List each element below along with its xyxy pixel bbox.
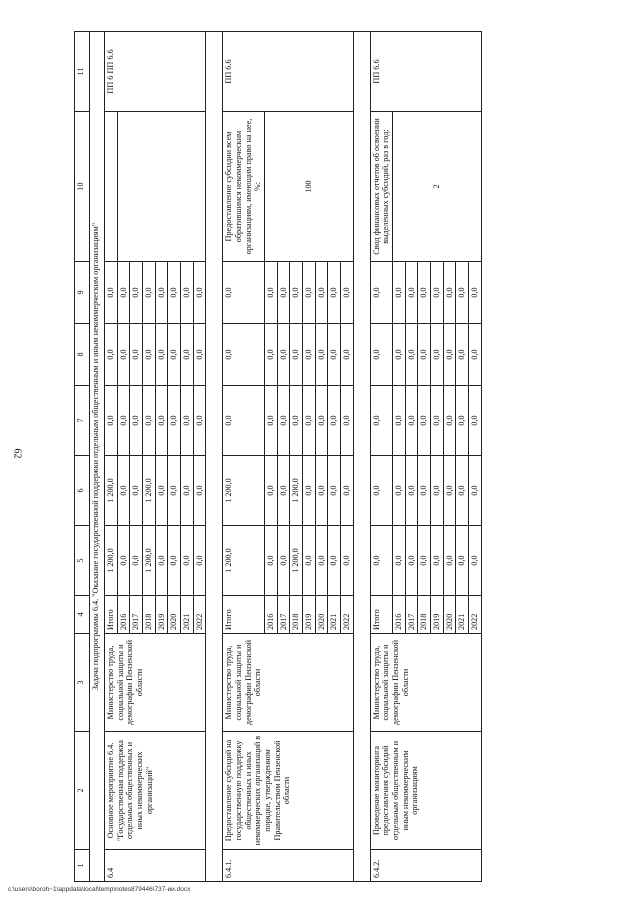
amount-total: 1 200,0 xyxy=(105,526,118,596)
amount-local: 0,0 xyxy=(105,324,118,386)
amount-regional: 0,0 xyxy=(117,456,130,526)
amount-federal: 0,0 xyxy=(130,386,143,456)
rotated-table-container xyxy=(74,32,626,882)
amount-federal: 0,0 xyxy=(370,386,392,456)
amount-federal: 0,0 xyxy=(418,386,431,456)
year-cell: 2016 xyxy=(265,596,278,634)
amount-extrabudget: 0,0 xyxy=(143,262,156,324)
amount-local: 0,0 xyxy=(303,324,316,386)
amount-local: 0,0 xyxy=(193,324,206,386)
amount-extrabudget: 0,0 xyxy=(431,262,444,324)
amount-extrabudget: 0,0 xyxy=(418,262,431,324)
amount-extrabudget: 0,0 xyxy=(328,262,341,324)
year-cell: 2017 xyxy=(130,596,143,634)
year-cell: 2019 xyxy=(303,596,316,634)
amount-extrabudget: 0,0 xyxy=(193,262,206,324)
amount-federal: 0,0 xyxy=(393,386,406,456)
column-header: 2 xyxy=(75,732,90,850)
indicator-text: Свод финансовых отчетов об освоении выделенных субсидий, раз в год: xyxy=(371,118,391,255)
amount-total: 1 200,0 xyxy=(290,526,303,596)
amount-federal: 0,0 xyxy=(265,386,278,456)
amount-extrabudget: 0,0 xyxy=(469,262,482,324)
amount-local: 0,0 xyxy=(155,324,168,386)
amount-local: 0,0 xyxy=(418,324,431,386)
amount-federal: 0,0 xyxy=(223,386,265,456)
amount-regional: 0,0 xyxy=(155,456,168,526)
amount-federal: 0,0 xyxy=(181,386,194,456)
amount-local: 0,0 xyxy=(469,324,482,386)
amount-local: 0,0 xyxy=(117,324,130,386)
amount-federal: 0,0 xyxy=(277,386,290,456)
amount-total: 0,0 xyxy=(181,526,194,596)
amount-federal: 0,0 xyxy=(303,386,316,456)
amount-regional: 0,0 xyxy=(181,456,194,526)
year-cell: 2021 xyxy=(328,596,341,634)
activity-code: 6.4.2. xyxy=(370,850,481,882)
amount-regional: 0,0 xyxy=(130,456,143,526)
table-row xyxy=(370,32,392,882)
column-header: 9 xyxy=(75,262,90,324)
amount-total: 0,0 xyxy=(265,526,278,596)
year-cell: Итого xyxy=(223,596,265,634)
amount-local: 0,0 xyxy=(328,324,341,386)
amount-extrabudget: 0,0 xyxy=(155,262,168,324)
amount-regional: 0,0 xyxy=(341,456,354,526)
block-spacer-row xyxy=(206,32,223,882)
year-cell: 2017 xyxy=(405,596,418,634)
amount-total: 0,0 xyxy=(443,526,456,596)
year-cell: 2016 xyxy=(393,596,406,634)
amount-regional: 0,0 xyxy=(418,456,431,526)
amount-federal: 0,0 xyxy=(168,386,181,456)
amount-local: 0,0 xyxy=(443,324,456,386)
amount-regional: 0,0 xyxy=(277,456,290,526)
column-header: 11 xyxy=(75,32,90,112)
year-cell: 2018 xyxy=(418,596,431,634)
amount-extrabudget: 0,0 xyxy=(405,262,418,324)
amount-regional: 0,0 xyxy=(303,456,316,526)
amount-federal: 0,0 xyxy=(341,386,354,456)
year-cell: 2021 xyxy=(456,596,469,634)
indicator-text: Предоставление субсидии всем обратившимся некоммерческим организациям, имеющим право на нее, %: xyxy=(224,118,263,255)
amount-total: 0,0 xyxy=(193,526,206,596)
amount-total: 0,0 xyxy=(431,526,444,596)
amount-extrabudget: 0,0 xyxy=(370,262,392,324)
spacer-cell xyxy=(353,32,370,882)
amount-extrabudget: 0,0 xyxy=(315,262,328,324)
column-header: 1 xyxy=(75,850,90,882)
executor-name: Министерство труда, социальной защиты и демографии Пензенской области xyxy=(370,634,481,732)
year-cell: 2019 xyxy=(431,596,444,634)
table-row xyxy=(223,32,265,882)
amount-regional: 1 200,0 xyxy=(105,456,118,526)
amount-extrabudget: 0,0 xyxy=(456,262,469,324)
amount-local: 0,0 xyxy=(431,324,444,386)
year-cell: 2019 xyxy=(155,596,168,634)
indicator-value: 100 xyxy=(265,112,354,262)
file-path-footer: c:\users\boroh~1\appdata\local\temp\notes879446\737-ии.docx xyxy=(8,886,191,893)
amount-local: 0,0 xyxy=(181,324,194,386)
amount-local: 0,0 xyxy=(143,324,156,386)
indicator-cell xyxy=(223,112,265,262)
year-cell: 2022 xyxy=(469,596,482,634)
amount-local: 0,0 xyxy=(223,324,265,386)
amount-regional: 0,0 xyxy=(265,456,278,526)
amount-regional: 0,0 xyxy=(370,456,392,526)
amount-local: 0,0 xyxy=(370,324,392,386)
amount-extrabudget: 0,0 xyxy=(303,262,316,324)
amount-local: 0,0 xyxy=(393,324,406,386)
column-header: 7 xyxy=(75,386,90,456)
column-header: 6 xyxy=(75,456,90,526)
amount-federal: 0,0 xyxy=(143,386,156,456)
amount-total: 0,0 xyxy=(168,526,181,596)
task-title: Задача подпрограммы 6.4. "Оказание государственной поддержки отдельным общественным и иным некоммерческим организациям" xyxy=(90,32,105,882)
amount-regional: 0,0 xyxy=(168,456,181,526)
year-cell: 2022 xyxy=(193,596,206,634)
year-cell: 2020 xyxy=(443,596,456,634)
amount-regional: 0,0 xyxy=(469,456,482,526)
amount-federal: 0,0 xyxy=(193,386,206,456)
amount-regional: 0,0 xyxy=(315,456,328,526)
column-header: 10 xyxy=(75,112,90,262)
amount-federal: 0,0 xyxy=(443,386,456,456)
amount-regional: 1 200,0 xyxy=(143,456,156,526)
amount-regional: 0,0 xyxy=(328,456,341,526)
amount-regional: 1 200,0 xyxy=(223,456,265,526)
year-cell: 2017 xyxy=(277,596,290,634)
page-number: 62 xyxy=(11,448,23,459)
spacer-cell xyxy=(206,32,223,882)
amount-federal: 0,0 xyxy=(405,386,418,456)
amount-total: 1 200,0 xyxy=(223,526,265,596)
activity-name: Предоставление субсидий на государственную поддержку общественных и иных некоммерческих организаций в порядке, утвержденном Правительством Пензенской области xyxy=(223,732,353,850)
amount-regional: 0,0 xyxy=(443,456,456,526)
amount-regional: 1 200,0 xyxy=(290,456,303,526)
reference-code: ПП 6.6 xyxy=(223,32,353,112)
amount-total: 0,0 xyxy=(370,526,392,596)
amount-local: 0,0 xyxy=(130,324,143,386)
amount-federal: 0,0 xyxy=(315,386,328,456)
amount-total: 0,0 xyxy=(405,526,418,596)
amount-extrabudget: 0,0 xyxy=(443,262,456,324)
amount-federal: 0,0 xyxy=(105,386,118,456)
amount-federal: 0,0 xyxy=(456,386,469,456)
amount-regional: 0,0 xyxy=(405,456,418,526)
year-cell: 2022 xyxy=(341,596,354,634)
amount-extrabudget: 0,0 xyxy=(277,262,290,324)
year-cell: 2018 xyxy=(290,596,303,634)
reference-code: ПП 6.6 xyxy=(370,32,481,112)
amount-local: 0,0 xyxy=(341,324,354,386)
amount-extrabudget: 0,0 xyxy=(181,262,194,324)
column-header: 3 xyxy=(75,634,90,732)
year-cell: 2018 xyxy=(143,596,156,634)
column-header: 5 xyxy=(75,526,90,596)
amount-total: 0,0 xyxy=(315,526,328,596)
amount-total: 0,0 xyxy=(328,526,341,596)
amount-local: 0,0 xyxy=(456,324,469,386)
indicator-value xyxy=(117,112,206,262)
amount-total: 0,0 xyxy=(303,526,316,596)
amount-local: 0,0 xyxy=(290,324,303,386)
amount-federal: 0,0 xyxy=(328,386,341,456)
year-cell: 2021 xyxy=(181,596,194,634)
amount-extrabudget: 0,0 xyxy=(393,262,406,324)
amount-extrabudget: 0,0 xyxy=(105,262,118,324)
amount-regional: 0,0 xyxy=(456,456,469,526)
activity-name: Основное мероприятие 6.4. "Государственная поддержка отдельных общественных и иных некоммерческих организаций" xyxy=(105,732,206,850)
executor-name: Министерство труда, социальной защиты и демографии Пензенской области xyxy=(223,634,353,732)
amount-federal: 0,0 xyxy=(155,386,168,456)
amount-local: 0,0 xyxy=(405,324,418,386)
amount-total: 0,0 xyxy=(393,526,406,596)
year-cell: Итого xyxy=(370,596,392,634)
amount-local: 0,0 xyxy=(315,324,328,386)
amount-total: 0,0 xyxy=(277,526,290,596)
amount-total: 0,0 xyxy=(456,526,469,596)
amount-extrabudget: 0,0 xyxy=(265,262,278,324)
amount-total: 0,0 xyxy=(418,526,431,596)
amount-federal: 0,0 xyxy=(469,386,482,456)
amount-total: 0,0 xyxy=(130,526,143,596)
executor-name: Министерство труда, социальной защиты и демографии Пензенской области xyxy=(105,634,206,732)
column-number-row xyxy=(75,32,90,882)
task-title-row xyxy=(90,32,105,882)
amount-extrabudget: 0,0 xyxy=(290,262,303,324)
amount-extrabudget: 0,0 xyxy=(341,262,354,324)
year-cell: Итого xyxy=(105,596,118,634)
block-spacer-row xyxy=(353,32,370,882)
indicator-value: 2 xyxy=(393,112,482,262)
amount-total: 0,0 xyxy=(117,526,130,596)
amount-federal: 0,0 xyxy=(117,386,130,456)
amount-local: 0,0 xyxy=(168,324,181,386)
amount-regional: 0,0 xyxy=(193,456,206,526)
program-activities-table xyxy=(74,31,482,882)
amount-extrabudget: 0,0 xyxy=(117,262,130,324)
amount-local: 0,0 xyxy=(265,324,278,386)
amount-extrabudget: 0,0 xyxy=(168,262,181,324)
reference-code: ПП 6 ПП 6.6 xyxy=(105,32,206,112)
amount-extrabudget: 0,0 xyxy=(223,262,265,324)
activity-code: 6.4 xyxy=(105,850,206,882)
amount-regional: 0,0 xyxy=(431,456,444,526)
activity-name: Проведение мониторинга предоставления субсидий отдельным общественным и иным некоммерческим организациям xyxy=(370,732,481,850)
amount-total: 0,0 xyxy=(155,526,168,596)
amount-federal: 0,0 xyxy=(431,386,444,456)
amount-total: 1 200,0 xyxy=(143,526,156,596)
column-header: 8 xyxy=(75,324,90,386)
amount-local: 0,0 xyxy=(277,324,290,386)
amount-total: 0,0 xyxy=(341,526,354,596)
amount-total: 0,0 xyxy=(469,526,482,596)
year-cell: 2020 xyxy=(168,596,181,634)
activity-code: 6.4.1. xyxy=(223,850,353,882)
amount-federal: 0,0 xyxy=(290,386,303,456)
table-row xyxy=(105,32,118,882)
indicator-cell xyxy=(105,112,118,262)
amount-regional: 0,0 xyxy=(393,456,406,526)
year-cell: 2016 xyxy=(117,596,130,634)
amount-extrabudget: 0,0 xyxy=(130,262,143,324)
indicator-cell xyxy=(370,112,392,262)
column-header: 4 xyxy=(75,596,90,634)
year-cell: 2020 xyxy=(315,596,328,634)
